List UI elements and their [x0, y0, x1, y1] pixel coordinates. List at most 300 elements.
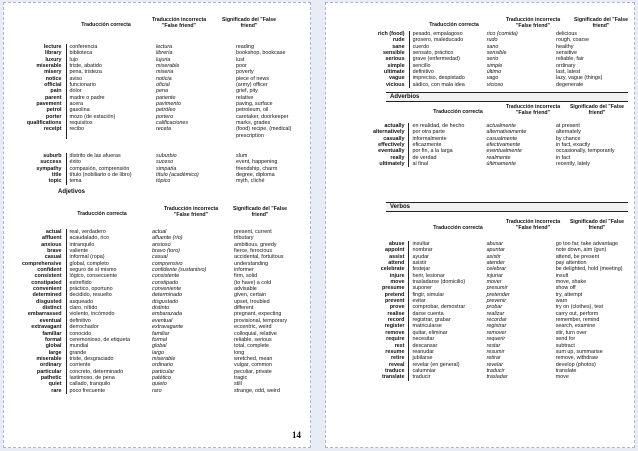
false-friend: constipado — [152, 279, 179, 286]
false-friend-meaning: rough, coarse — [556, 37, 589, 44]
false-friend-meaning: prescription — [236, 132, 264, 139]
false-friend-meaning: present, current — [234, 229, 272, 235]
false-friend-meaning: vulgar, common — [234, 362, 273, 369]
false-friend-meaning: petroleum, oil — [236, 107, 269, 114]
false-friend-meaning: show off — [555, 285, 576, 292]
false-friend-meaning: total, complete — [234, 343, 270, 350]
false-friend: pena — [156, 88, 168, 95]
false-friend-meaning: in fact, exactly — [555, 142, 591, 149]
english-word: brave — [47, 248, 62, 255]
correct-translation: definitivo — [409, 69, 485, 75]
false-friend-meaning: attend, be present — [555, 253, 600, 260]
false-friend-meaning: ordinary — [556, 62, 576, 69]
correct-translation: registrar, grabar — [409, 317, 485, 323]
english-word: sensible — [383, 50, 405, 57]
false-friend-meaning: paving, surface — [236, 101, 273, 108]
false-friend: celebrar — [486, 266, 507, 273]
false-friend-meaning: pregnant, expecting — [234, 311, 282, 318]
vocab-row — [8, 254, 306, 260]
english-word: misery — [44, 69, 62, 76]
false-friend: noticia — [156, 75, 172, 82]
false-friend-meaning: healthy — [556, 43, 574, 50]
english-word: official — [44, 82, 62, 89]
english-word: anxious — [41, 241, 62, 248]
false-friend: global — [152, 343, 167, 350]
false-friend — [154, 133, 234, 139]
false-friend: traducir — [486, 367, 505, 374]
correct-translation: gasolina — [66, 107, 154, 113]
vocab-row — [8, 388, 306, 394]
english-word: simple — [387, 62, 405, 69]
correct-translation: seguro de sí mismo — [66, 267, 150, 273]
false-friend-meaning: degenerate — [556, 81, 584, 88]
correct-translation: sádico, con mala idea — [409, 82, 485, 88]
english-word: casual — [44, 254, 62, 261]
false-friend: remover — [486, 329, 507, 336]
false-friend: ansioso — [152, 241, 171, 248]
nouns-a — [8, 44, 307, 139]
false-friend: título (académico) — [156, 172, 199, 179]
english-word: resume — [385, 348, 405, 355]
english-word: rude — [392, 37, 405, 44]
english-word: success — [40, 159, 62, 166]
english-word: rest — [394, 342, 405, 349]
correct-translation: impreciso, despistado — [409, 75, 485, 81]
header-meaning: Significado del "False friend" — [221, 17, 277, 30]
correct-translation: grave (enfermedad) — [409, 56, 485, 62]
vocab-row — [8, 133, 306, 139]
correct-translation: evitar — [409, 298, 485, 304]
english-word: translate — [381, 374, 405, 381]
english-word: reveal — [388, 361, 405, 368]
english-word: assist — [389, 253, 405, 260]
correct-translation: suponer — [409, 285, 485, 291]
adv-header-false-friend: Traducción incorrecta "False friend" — [505, 104, 561, 117]
correct-translation: eficazmente — [409, 142, 485, 148]
correct-translation: claro, nítido — [66, 305, 150, 311]
correct-translation: cuerdo — [409, 44, 485, 50]
false-friend: pavimento — [156, 101, 181, 108]
false-friend-meaning: strange, odd, weird — [234, 387, 280, 394]
header-correct: Traducción correcta — [81, 22, 131, 28]
false-friend: raro — [152, 387, 162, 394]
false-friend-meaning: firm, solid — [234, 273, 258, 280]
verbs-table — [328, 241, 634, 381]
false-friend-meaning: grief, pity — [236, 88, 258, 95]
correct-translation: sencillo — [409, 63, 485, 69]
correct-translation: compasión, comprensión — [66, 166, 154, 172]
false-friend: miserable — [156, 63, 180, 70]
correct-translation: necesitar — [409, 336, 485, 342]
false-friend: calificaciones — [156, 120, 189, 127]
correct-translation: insultar — [409, 241, 485, 247]
page-gutter — [313, 0, 323, 451]
false-friend: suburbio — [156, 153, 177, 159]
false-friend-meaning: colloquial, relative — [234, 330, 277, 337]
correct-translation: informal (ropa) — [66, 254, 150, 260]
correct-translation: festejar — [409, 266, 485, 272]
false-friend-meaning: bookshop, bookcase — [236, 50, 286, 57]
vocab-row — [8, 126, 306, 132]
english-word: eventually — [378, 148, 405, 155]
english-word: particular — [36, 368, 62, 375]
false-friend: presumir — [486, 285, 508, 292]
correct-translation: éxito — [66, 159, 154, 165]
false-friend: registrar — [486, 323, 507, 330]
false-friend-meaning: wretched, mean — [234, 355, 273, 362]
false-friend-meaning: occasionally, temporarily — [555, 148, 615, 155]
english-word: pavement — [36, 101, 62, 108]
vocab-row — [8, 311, 306, 317]
correct-translation: violento, incómodo — [66, 311, 150, 317]
false-friend: miseria — [156, 69, 174, 76]
correct-translation: poco frecuente — [66, 388, 150, 394]
english-word: appoint — [384, 247, 405, 254]
false-friend-meaning: tragic — [234, 374, 248, 381]
nouns-table-b — [8, 153, 307, 185]
false-friend-meaning: poor — [236, 63, 247, 70]
false-friend-meaning: send for — [555, 336, 576, 343]
english-word: comprehensive — [21, 260, 62, 267]
false-friend: eventual — [152, 317, 173, 324]
adverbs-table — [328, 123, 634, 167]
correct-translation: trasladarse (domicilio) — [409, 279, 485, 285]
false-friend: realmente — [486, 154, 511, 161]
false-friend: afluente (río) — [152, 235, 183, 242]
false-friend: rico (comida) — [486, 31, 518, 37]
false-friend: actualmente — [486, 123, 516, 129]
false-friend-meaning: alternately — [555, 129, 581, 136]
false-friend: casualmente — [486, 135, 518, 142]
correct-translation: revelar (en general) — [409, 362, 485, 368]
correct-translation: aviso — [66, 76, 154, 82]
english-word: eventual — [39, 317, 62, 324]
verb-header-correct: Traducción correcta — [433, 225, 483, 231]
correct-translation: informalmente — [409, 136, 485, 142]
english-word: affluent — [42, 235, 62, 242]
english-word: require — [386, 336, 405, 343]
english-word: sympathy — [36, 165, 62, 172]
false-friend-meaning: given, certain — [234, 292, 267, 299]
english-word: prevent — [384, 298, 405, 305]
false-friend: último — [486, 69, 502, 76]
false-friend: distinto — [152, 305, 170, 312]
false-friend: lectura — [156, 44, 173, 50]
false-friend-meaning: remove, withdraw — [555, 355, 598, 362]
false-friend: prevenir — [486, 298, 507, 305]
verb-header-false-friend: Traducción incorrecta "False friend" — [505, 219, 561, 232]
vocab-row — [328, 161, 634, 167]
false-friend-meaning: recently, lately — [555, 161, 590, 168]
english-word: luxury — [45, 56, 62, 63]
false-friend-meaning: poverty — [236, 69, 254, 76]
false-friend-meaning: reliable, fair — [556, 56, 584, 63]
false-friend: receta — [156, 126, 171, 133]
correct-translation: conferencia — [66, 44, 154, 50]
false-friend-meaning: reading — [236, 44, 254, 50]
correct-translation: herir, lesionar — [409, 273, 485, 279]
correct-translation: darse cuenta — [409, 311, 485, 317]
correct-translation: global, completo — [66, 261, 150, 267]
adj-header-false-friend: Traducción incorrecta "False friend" — [163, 206, 219, 219]
english-word: ultimately — [379, 161, 405, 168]
correct-translation: intranquilo — [66, 242, 150, 248]
false-friend-meaning: peculiar, private — [234, 368, 272, 375]
correct-translation: estreñido — [66, 280, 150, 286]
false-friend-meaning: develop (photos) — [555, 361, 596, 368]
correct-translation: conocido — [66, 331, 150, 337]
english-word: traduce — [384, 367, 405, 374]
false-friend: embarazada — [152, 311, 182, 318]
false-friend: atender — [486, 260, 505, 267]
adverbs — [328, 123, 634, 167]
english-word: actual — [45, 229, 62, 235]
correct-translation: comprobar, demostrar — [409, 304, 485, 310]
false-friend-meaning: accidental, fortuitous — [234, 254, 284, 261]
english-word: quiet — [48, 381, 62, 388]
false-friend-meaning: informer — [234, 267, 254, 274]
false-friend: patético — [152, 374, 171, 381]
r-header-meaning: Significado del "False friend" — [573, 17, 629, 30]
false-friend-meaning: caretaker, doorkeeper — [236, 113, 289, 120]
false-friend: lujuria — [156, 56, 171, 63]
english-word: rich (food) — [377, 31, 405, 37]
false-friend: pariente — [156, 94, 176, 101]
correct-translation: pena, tristeza — [66, 69, 154, 75]
english-word: distinct — [42, 305, 62, 312]
false-friend-meaning: relative — [236, 94, 254, 101]
r-header-false-friend: Traducción incorrecta "False friend" — [505, 17, 561, 30]
english-word: petrol — [46, 107, 62, 114]
english-word: celebrate — [380, 266, 405, 273]
false-friend-meaning: sensitive — [556, 50, 578, 57]
false-friend-meaning: different — [234, 305, 254, 312]
false-friend-meaning: still — [234, 381, 242, 388]
correct-translation: asqueado — [66, 299, 150, 305]
correct-translation: asistir — [409, 260, 485, 266]
verbs-heading: Verbos — [386, 202, 628, 212]
correct-translation: mundial — [66, 343, 150, 349]
correct-translation: concreto, determinado — [66, 369, 150, 375]
english-word — [8, 133, 66, 139]
false-friend: portero — [156, 113, 174, 120]
english-word: record — [387, 317, 405, 324]
false-friend-meaning: (food) recipe, (medical) — [236, 126, 292, 133]
false-friend-meaning: fierce, ferocious — [234, 248, 273, 255]
adverbs-heading: Adverbios — [386, 92, 628, 102]
page-number: 14 — [292, 430, 301, 440]
correct-translation: fingir, simular — [409, 292, 485, 298]
correct-translation: recibo — [66, 126, 154, 132]
false-friend-meaning: go too far, take advantage — [555, 241, 619, 247]
english-word: pretend — [384, 291, 405, 298]
english-word: suburb — [43, 153, 62, 159]
false-friend-meaning: reliable, serious — [234, 336, 272, 343]
english-word: miserable — [36, 355, 62, 362]
english-word: effectively — [378, 142, 405, 149]
false-friend: bravo (toro) — [152, 248, 180, 255]
english-word: qualifications — [26, 120, 62, 127]
correct-translation: decidido, resuelto — [66, 292, 150, 298]
false-friend-meaning: tributary — [234, 235, 254, 242]
false-friend: realizar — [486, 310, 505, 317]
english-word: extravagant — [31, 324, 62, 331]
english-word: really — [390, 154, 405, 161]
false-friend: revelar — [486, 361, 504, 368]
vocab-row — [8, 159, 306, 165]
correct-translation: grande — [66, 350, 150, 356]
right-page — [325, 2, 635, 448]
correct-translation: por otra parte — [409, 129, 485, 135]
correct-translation: real, verdadero — [66, 229, 150, 235]
correct-translation — [66, 133, 154, 139]
english-word: prove — [389, 304, 405, 311]
false-friend: abusar — [486, 241, 504, 247]
false-friend-meaning: lust — [236, 56, 245, 63]
adj-header-correct: Traducción correcta — [77, 211, 127, 217]
false-friend-meaning: piece of news — [236, 75, 269, 82]
false-friend: extravagante — [152, 324, 184, 331]
false-friend: largo — [152, 349, 164, 356]
false-friend-meaning: eccentric, weird — [234, 324, 272, 331]
correct-translation: derrochador — [66, 324, 150, 330]
false-friend-meaning: note down, aim (gun) — [555, 247, 607, 254]
correct-translation: distrito de las afueras — [66, 153, 154, 159]
false-friend: efectivamente — [486, 142, 521, 149]
false-friend-meaning: move, shake — [555, 279, 587, 286]
vocab-row — [8, 107, 306, 113]
false-friend-meaning: in fact — [555, 154, 571, 161]
adjectives-cont-table — [328, 31, 634, 88]
english-word: pathetic — [40, 374, 62, 381]
false-friend: formal — [152, 336, 167, 343]
english-word: serious — [385, 56, 405, 63]
correct-translation: reanudar — [409, 349, 485, 355]
correct-translation: triste, desgraciado — [66, 356, 150, 362]
false-friend-meaning: warn — [555, 298, 568, 305]
adj-cont — [328, 31, 634, 88]
english-word: rare — [51, 387, 62, 394]
header-false-friend: Traducción incorrecta "False friend" — [151, 17, 207, 30]
verb-header-meaning: Significado del "False friend" — [569, 219, 625, 232]
adv-header-meaning: Significado del "False friend" — [569, 104, 625, 117]
false-friend: simple — [486, 62, 503, 69]
false-friend-meaning: slum — [236, 153, 248, 159]
false-friend: mover — [486, 279, 502, 286]
false-friend: apuntar — [486, 247, 505, 254]
false-friend-meaning: degree, diploma — [236, 172, 275, 179]
english-word: actually — [384, 123, 405, 129]
false-friend-meaning: myth, cliché — [236, 178, 265, 185]
vocab-row — [328, 82, 634, 88]
false-friend: actual — [152, 229, 167, 235]
english-word: large — [48, 349, 62, 356]
false-friend-meaning: remember, remind — [555, 317, 600, 324]
correct-translation: de verdad — [409, 155, 485, 161]
correct-translation: pesado, empalagoso — [409, 31, 485, 37]
false-friend: serio — [486, 56, 499, 63]
false-friend-meaning: try, attempt — [555, 291, 583, 298]
english-word: porter — [45, 113, 62, 120]
false-friend-meaning: at present — [555, 123, 580, 129]
false-friend-meaning: search, examine — [555, 323, 596, 330]
vocab-row — [8, 50, 306, 56]
correct-translation: dolor — [66, 88, 154, 94]
correct-translation: callado, tranquilo — [66, 381, 150, 387]
correct-translation: calumniar — [409, 368, 485, 374]
false-friend: determinado — [152, 292, 182, 299]
correct-translation: jubilarse — [409, 355, 485, 361]
false-friend-meaning: ambitious, greedy — [234, 241, 277, 248]
false-friend: asistir — [486, 253, 501, 260]
false-friend-meaning: by chance — [555, 135, 581, 142]
false-friend: casual — [152, 254, 168, 261]
false-friend-meaning: advisable — [234, 286, 257, 293]
vocab-row — [8, 331, 306, 337]
english-word: familiar — [42, 330, 62, 337]
english-word: ordinary — [39, 362, 62, 369]
false-friend-meaning: pay attention — [555, 260, 587, 267]
false-friend-meaning: last, latest — [556, 69, 581, 76]
false-friend-meaning: friendship, charm — [236, 165, 278, 172]
false-friend: familiar — [152, 330, 170, 337]
false-friend-meaning: carry out, perform — [555, 310, 599, 317]
false-friend-meaning: marks, grades — [236, 120, 271, 127]
english-word: topic — [48, 178, 62, 185]
english-word: title — [51, 172, 62, 179]
false-friend-meaning: stir, turn over — [555, 329, 587, 336]
english-word: presume — [381, 285, 405, 292]
false-friend: pretender — [486, 291, 510, 298]
adjectives-heading: Adjetivos — [58, 189, 86, 195]
false-friend: vago — [486, 75, 499, 82]
false-friend-meaning: be delighted, hold (meeting) — [555, 266, 623, 273]
correct-translation: ceremonioso, de etiqueta — [66, 337, 150, 343]
false-friend: conveniente — [152, 286, 182, 293]
vocab-row — [328, 374, 634, 380]
false-friend-meaning: event, happening — [236, 159, 278, 166]
false-friend: requerir — [486, 336, 506, 343]
adjectives — [8, 229, 307, 394]
english-word: convenient — [33, 286, 62, 293]
correct-translation: funcionario — [66, 82, 154, 88]
english-word: receipt — [43, 126, 62, 133]
english-word: confident — [37, 267, 62, 274]
adj-header-meaning: Significado del "False friend" — [232, 206, 288, 219]
false-friend: particular — [152, 368, 175, 375]
english-word: move — [390, 279, 405, 286]
correct-translation: biblioteca — [66, 50, 154, 56]
false-friend-meaning: try on (clothes), test — [555, 304, 604, 311]
english-word: miserable — [36, 63, 62, 70]
correct-translation: práctico, oportuno — [66, 286, 150, 292]
english-word: lecture — [43, 44, 62, 50]
false-friend: sensible — [486, 50, 507, 57]
english-word: register — [384, 323, 405, 330]
correct-translation: definitivo — [66, 318, 150, 324]
vocab-row — [8, 369, 306, 375]
correct-translation: sensato, práctico — [409, 50, 485, 56]
correct-translation: acera — [66, 101, 154, 107]
false-friend: simpatía — [156, 165, 177, 172]
false-friend-meaning: lazy, vague (things) — [556, 75, 603, 82]
false-friend: miserable — [152, 355, 176, 362]
english-word: retire — [390, 355, 405, 362]
correct-translation: grosero, maleducado — [409, 37, 485, 43]
false-friend: injuriar — [486, 272, 503, 279]
english-word: realise — [387, 310, 405, 317]
correct-translation: tema — [66, 178, 154, 184]
